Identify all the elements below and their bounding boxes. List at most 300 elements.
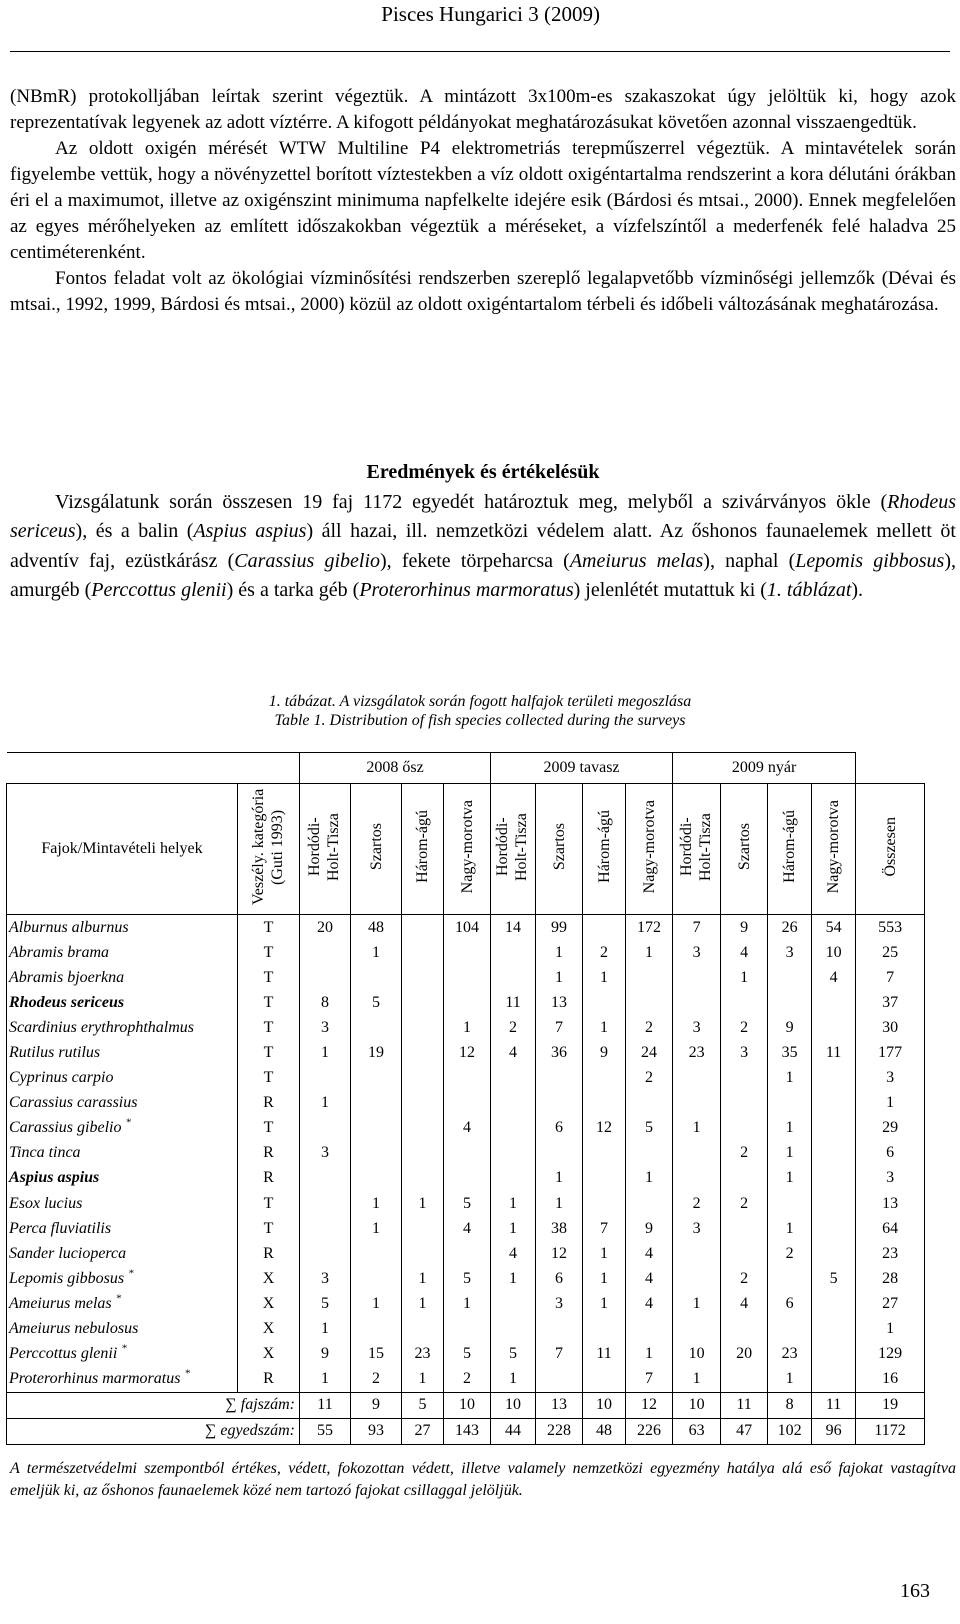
summary-cell: 96 <box>812 1418 856 1444</box>
count-cell: 3 <box>721 1040 768 1065</box>
table-row <box>7 1241 925 1266</box>
total-header-cell <box>856 784 925 915</box>
category-cell: R <box>238 1367 300 1393</box>
count-cell <box>444 1066 491 1091</box>
count-cell: 5 <box>626 1116 673 1141</box>
count-cell: 1 <box>300 1317 351 1342</box>
summary-cell: 226 <box>626 1418 673 1444</box>
category-cell: T <box>238 1040 300 1065</box>
site-header-cell <box>768 784 812 915</box>
count-cell <box>351 1241 402 1266</box>
summary-cell: 11 <box>812 1392 856 1418</box>
summary-cell: 13 <box>536 1392 583 1418</box>
count-cell <box>583 1091 626 1116</box>
site-header-szartos: Szartos <box>367 822 385 871</box>
count-cell: 4 <box>491 1241 536 1266</box>
count-cell <box>673 1317 721 1342</box>
count-cell: 1 <box>351 1191 402 1216</box>
total-cell: 64 <box>856 1216 925 1241</box>
species-name-cell <box>7 1141 238 1166</box>
category-cell: X <box>238 1317 300 1342</box>
fish-species-table <box>6 752 925 1445</box>
species-name-cell <box>7 1116 238 1141</box>
count-cell: 2 <box>673 1191 721 1216</box>
count-cell: 172 <box>626 915 673 941</box>
count-cell <box>444 1317 491 1342</box>
total-blank <box>856 753 925 784</box>
table-row <box>7 1191 925 1216</box>
count-cell: 1 <box>402 1191 444 1216</box>
count-cell <box>673 1141 721 1166</box>
count-cell: 4 <box>444 1216 491 1241</box>
count-cell: 9 <box>583 1040 626 1065</box>
species-name: Aspius aspius <box>9 1169 100 1187</box>
count-cell: 1 <box>768 1367 812 1393</box>
site-header-nagymorotva: Nagy-morotva <box>458 799 476 894</box>
count-cell: 1 <box>768 1141 812 1166</box>
count-cell <box>812 1116 856 1141</box>
table-row <box>7 1291 925 1316</box>
count-cell <box>402 1216 444 1241</box>
methods-text <box>10 84 956 318</box>
count-cell <box>583 1367 626 1393</box>
site-header-cell <box>491 784 536 915</box>
count-cell <box>351 965 402 990</box>
table-row <box>7 1116 925 1141</box>
count-cell <box>812 1291 856 1316</box>
count-cell <box>721 1317 768 1342</box>
count-cell <box>536 1091 583 1116</box>
results-text-3: ) áll hazai, ill. nemzetközi védelem alatt. Az őshonos faunaelemek mellett öt adventív faj, ezüstkárász ( <box>10 520 956 572</box>
count-cell <box>491 1091 536 1116</box>
results-paragraph <box>10 488 956 606</box>
species-name: Perca fluviatilis <box>9 1219 112 1237</box>
total-cell: 177 <box>856 1040 925 1065</box>
count-cell <box>536 1066 583 1091</box>
count-cell: 1 <box>444 1015 491 1040</box>
total-cell: 13 <box>856 1191 925 1216</box>
table-row <box>7 1040 925 1065</box>
count-cell <box>300 940 351 965</box>
results-text-7: ) és a tarka géb ( <box>226 579 360 602</box>
table-caption-en: Table 1. Distribution of fish species collected during the surveys <box>274 712 686 729</box>
species-name-cell <box>7 1367 238 1393</box>
table-row <box>7 1066 925 1091</box>
species-name: Cyprinus carpio <box>9 1069 114 1087</box>
summary-label: ∑ fajszám: <box>7 1392 300 1418</box>
results-text-5: ), naphal ( <box>703 549 796 572</box>
count-cell <box>768 990 812 1015</box>
summary-cell: 27 <box>402 1418 444 1444</box>
period-header-row <box>7 753 925 784</box>
species-name: Alburnus alburnus <box>9 918 129 936</box>
count-cell: 1 <box>351 1216 402 1241</box>
count-cell <box>626 1091 673 1116</box>
count-cell: 7 <box>536 1342 583 1367</box>
count-cell: 3 <box>673 940 721 965</box>
total-cell: 29 <box>856 1116 925 1141</box>
count-cell: 1 <box>491 1266 536 1291</box>
count-cell: 4 <box>721 940 768 965</box>
site-header-nagymorotva: Nagy-morotva <box>825 799 843 894</box>
count-cell: 7 <box>536 1015 583 1040</box>
species-name-cell <box>7 1216 238 1241</box>
count-cell: 1 <box>673 1116 721 1141</box>
category-cell: T <box>238 1015 300 1040</box>
category-cell: T <box>238 915 300 941</box>
count-cell <box>402 940 444 965</box>
count-cell <box>721 990 768 1015</box>
total-header: Összesen <box>881 816 899 877</box>
table-row <box>7 1091 925 1116</box>
count-cell: 7 <box>626 1367 673 1393</box>
category-cell: X <box>238 1342 300 1367</box>
count-cell <box>721 1166 768 1191</box>
count-cell <box>626 990 673 1015</box>
paragraph-2: Az oldott oxigén mérését WTW Multiline P4 elektrometriás terepműszerrel végeztük. A mintavételek során figyelembe vettük, hogy a növényzettel borított víztestekben a víz oldott oxigéntartalma rendszerint a kora délutáni órákban éri el a maximumot, illetve az oxigénszint minimuma napfelkelte idejére esik (Bárdosi és mtsai., 2000). Ennek megfelelően az egyes mérőhelyeken az említett időszakokban végeztük a méréseket, a vízfelszíntől a mederfenék felé haladva 25 centiméterenként. <box>10 138 956 263</box>
count-cell: 4 <box>444 1116 491 1141</box>
summary-cell: 10 <box>491 1392 536 1418</box>
count-cell <box>721 1066 768 1091</box>
results-text <box>10 488 956 606</box>
count-cell <box>626 965 673 990</box>
total-cell: 3 <box>856 1166 925 1191</box>
non-native-marker: * <box>184 1367 190 1380</box>
count-cell: 1 <box>768 1116 812 1141</box>
site-header-cell <box>536 784 583 915</box>
count-cell: 2 <box>444 1367 491 1393</box>
count-cell <box>402 1040 444 1065</box>
count-cell: 1 <box>536 940 583 965</box>
count-cell <box>402 915 444 941</box>
summary-row <box>7 1418 925 1444</box>
count-cell: 4 <box>491 1040 536 1065</box>
summary-cell: 10 <box>444 1392 491 1418</box>
count-cell: 1 <box>491 1216 536 1241</box>
count-cell <box>721 1116 768 1141</box>
count-cell: 2 <box>721 1266 768 1291</box>
count-cell <box>402 1166 444 1191</box>
table-row <box>7 1367 925 1393</box>
corner-blank <box>7 753 300 784</box>
count-cell <box>583 1066 626 1091</box>
count-cell <box>768 1091 812 1116</box>
count-cell <box>673 1166 721 1191</box>
count-cell: 1 <box>583 1266 626 1291</box>
count-cell <box>491 940 536 965</box>
count-cell <box>583 1141 626 1166</box>
species-name-cell <box>7 1266 238 1291</box>
summary-cell: 10 <box>673 1392 721 1418</box>
count-cell <box>812 1141 856 1166</box>
species-name: Perccottus glenii <box>9 1345 118 1363</box>
count-cell <box>491 965 536 990</box>
count-cell <box>491 1116 536 1141</box>
species-name-cell <box>7 1317 238 1342</box>
non-native-marker: * <box>125 1116 131 1129</box>
count-cell: 4 <box>626 1241 673 1266</box>
count-cell: 14 <box>491 915 536 941</box>
page-number: 163 <box>900 1580 930 1602</box>
count-cell <box>583 990 626 1015</box>
count-cell <box>300 1241 351 1266</box>
count-cell <box>444 1166 491 1191</box>
count-cell: 26 <box>768 915 812 941</box>
count-cell: 23 <box>673 1040 721 1065</box>
species-name: Ameiurus melas <box>9 1294 112 1312</box>
count-cell <box>721 1241 768 1266</box>
total-cell: 3 <box>856 1066 925 1091</box>
count-cell <box>351 1066 402 1091</box>
site-header-hordodi: Hordódi-Holt-Tisza <box>677 812 714 881</box>
summary-cell: 143 <box>444 1418 491 1444</box>
count-cell: 4 <box>812 965 856 990</box>
category-header: Veszély. kategória (Guti 1993) <box>249 788 286 905</box>
count-cell: 3 <box>300 1015 351 1040</box>
table-row <box>7 1141 925 1166</box>
species-name-cell <box>7 1166 238 1191</box>
count-cell: 6 <box>536 1116 583 1141</box>
summary-cell: 47 <box>721 1418 768 1444</box>
count-cell <box>812 1342 856 1367</box>
species-name-cell <box>7 1015 238 1040</box>
count-cell <box>626 1191 673 1216</box>
count-cell: 5 <box>444 1266 491 1291</box>
count-cell: 5 <box>444 1191 491 1216</box>
summary-cell: 12 <box>626 1392 673 1418</box>
count-cell: 3 <box>300 1266 351 1291</box>
count-cell: 3 <box>673 1216 721 1241</box>
species-name: Abramis bjoerkna <box>9 968 125 986</box>
count-cell: 7 <box>583 1216 626 1241</box>
count-cell <box>300 1066 351 1091</box>
species-name: Sander lucioperca <box>9 1244 127 1262</box>
count-cell <box>300 1216 351 1241</box>
species-lepomis: Lepomis gibbosus <box>795 549 945 572</box>
site-header-szartos: Szartos <box>735 822 753 871</box>
species-header: Fajok/Mintavételi helyek <box>7 784 238 915</box>
summary-row <box>7 1392 925 1418</box>
category-cell: T <box>238 1216 300 1241</box>
site-header-cell <box>351 784 402 915</box>
count-cell <box>536 1141 583 1166</box>
species-name: Carassius carassius <box>9 1094 138 1112</box>
count-cell: 2 <box>721 1015 768 1040</box>
species-name: Carassius gibelio <box>9 1119 122 1137</box>
count-cell <box>768 1191 812 1216</box>
count-cell <box>402 1116 444 1141</box>
count-cell <box>444 1141 491 1166</box>
species-name-cell <box>7 1342 238 1367</box>
summary-cell: 11 <box>300 1392 351 1418</box>
count-cell: 9 <box>626 1216 673 1241</box>
species-name: Abramis brama <box>9 943 110 961</box>
summary-total: 1172 <box>856 1418 925 1444</box>
total-cell: 28 <box>856 1266 925 1291</box>
count-cell: 20 <box>300 915 351 941</box>
count-cell: 1 <box>768 1216 812 1241</box>
count-cell <box>583 915 626 941</box>
count-cell: 10 <box>812 940 856 965</box>
count-cell <box>673 1091 721 1116</box>
count-cell: 12 <box>444 1040 491 1065</box>
site-header-cell <box>583 784 626 915</box>
count-cell <box>673 965 721 990</box>
category-cell: R <box>238 1141 300 1166</box>
paragraph-3: Fontos feladat volt az ökológiai vízminősítési rendszerben szereplő legalapvetőbb vízminőségi jellemzők (Dévai és mtsai., 1992, 1999, Bárdosi és mtsai., 2000) közül az oldott oxigéntartalom térbeli és időbeli változásának meghatározása. <box>10 268 956 315</box>
summary-total: 19 <box>856 1392 925 1418</box>
species-name-cell <box>7 965 238 990</box>
site-header-haromagu: Három-ágú <box>781 810 799 883</box>
count-cell: 104 <box>444 915 491 941</box>
count-cell: 9 <box>721 915 768 941</box>
count-cell <box>812 1367 856 1393</box>
site-header-nagymorotva: Nagy-morotva <box>640 799 658 894</box>
species-name: Tinca tinca <box>9 1144 81 1162</box>
count-cell <box>351 1116 402 1141</box>
count-cell <box>402 1015 444 1040</box>
count-cell <box>402 1091 444 1116</box>
count-cell: 4 <box>626 1266 673 1291</box>
summary-cell: 9 <box>351 1392 402 1418</box>
count-cell: 5 <box>812 1266 856 1291</box>
count-cell: 1 <box>491 1367 536 1393</box>
header-rule <box>10 51 950 52</box>
count-cell: 11 <box>812 1040 856 1065</box>
period-2008-autumn: 2008 ősz <box>300 753 491 784</box>
site-header-hordodi: Hordódi-Holt-Tisza <box>306 812 342 881</box>
results-text-2: ), és a balin ( <box>75 520 194 543</box>
count-cell <box>583 1166 626 1191</box>
count-cell: 1 <box>351 940 402 965</box>
count-cell: 1 <box>673 1291 721 1316</box>
table-footnote: A természetvédelmi szempontból értékes, védett, fokozottan védett, illetve valamely nemzetközi egyezmény hatálya alá eső fajokat vastagítva emeljük ki, az őshonos faunaelemek közé nem tartozó fajokat csillaggal jelöljük. <box>10 1460 956 1499</box>
paragraph-1: (NBmR) protokolljában leírtak szerint végeztük. A mintázott 3x100m-es szakaszokat úgy jelöltük ki, hogy azok reprezentatívak legyenek az adott víztérre. A kifogott példányokat meghatározásukat követően azonnal visszaengedtük. <box>10 86 956 133</box>
count-cell <box>444 965 491 990</box>
count-cell: 15 <box>351 1342 402 1367</box>
count-cell <box>402 1241 444 1266</box>
non-native-marker: * <box>115 1292 122 1305</box>
table-row <box>7 1317 925 1342</box>
total-cell: 37 <box>856 990 925 1015</box>
summary-cell: 44 <box>491 1418 536 1444</box>
count-cell: 1 <box>583 1241 626 1266</box>
count-cell <box>536 1317 583 1342</box>
total-cell: 27 <box>856 1291 925 1316</box>
count-cell <box>402 1141 444 1166</box>
count-cell: 23 <box>768 1342 812 1367</box>
count-cell: 1 <box>768 1066 812 1091</box>
non-native-marker: * <box>128 1267 134 1280</box>
count-cell <box>768 1317 812 1342</box>
count-cell <box>351 1166 402 1191</box>
category-header-cell <box>238 784 300 915</box>
count-cell <box>351 1015 402 1040</box>
count-cell <box>626 1317 673 1342</box>
count-cell <box>673 1266 721 1291</box>
table-row <box>7 990 925 1015</box>
count-cell: 10 <box>673 1342 721 1367</box>
count-cell: 23 <box>402 1342 444 1367</box>
category-cell: X <box>238 1266 300 1291</box>
count-cell <box>812 1241 856 1266</box>
count-cell: 38 <box>536 1216 583 1241</box>
count-cell <box>351 1266 402 1291</box>
category-cell: R <box>238 1241 300 1266</box>
count-cell: 1 <box>300 1367 351 1393</box>
count-cell <box>351 1317 402 1342</box>
site-header-haromagu: Három-ágú <box>414 810 431 883</box>
count-cell: 1 <box>300 1040 351 1065</box>
period-2009-summer: 2009 nyár <box>673 753 856 784</box>
site-header-cell <box>626 784 673 915</box>
count-cell <box>491 1166 536 1191</box>
running-title: Pisces Hungarici 3 (2009) <box>381 2 600 26</box>
count-cell: 35 <box>768 1040 812 1065</box>
count-cell: 2 <box>721 1141 768 1166</box>
count-cell <box>768 965 812 990</box>
total-cell: 553 <box>856 915 925 941</box>
species-name-cell <box>7 940 238 965</box>
species-name: Proterorhinus marmoratus <box>9 1370 181 1388</box>
count-cell: 5 <box>300 1291 351 1316</box>
count-cell: 2 <box>491 1015 536 1040</box>
count-cell <box>812 1191 856 1216</box>
count-cell <box>444 940 491 965</box>
count-cell: 3 <box>673 1015 721 1040</box>
count-cell: 24 <box>626 1040 673 1065</box>
species-name-cell <box>7 1066 238 1091</box>
species-name-cell <box>7 990 238 1015</box>
species-name: Esox lucius <box>9 1194 83 1212</box>
site-header-haromagu: Három-ágú <box>595 810 613 883</box>
non-native-marker: * <box>121 1342 127 1355</box>
count-cell: 3 <box>768 940 812 965</box>
species-name-cell <box>7 1291 238 1316</box>
count-cell <box>402 965 444 990</box>
total-cell: 1 <box>856 1317 925 1342</box>
count-cell: 6 <box>768 1291 812 1316</box>
count-cell <box>673 990 721 1015</box>
count-cell <box>583 1191 626 1216</box>
count-cell: 1 <box>626 940 673 965</box>
table-row <box>7 1342 925 1367</box>
total-cell: 129 <box>856 1342 925 1367</box>
count-cell: 1 <box>583 965 626 990</box>
category-cell: T <box>238 1116 300 1141</box>
count-cell <box>721 1091 768 1116</box>
site-header-cell <box>300 784 351 915</box>
count-cell: 99 <box>536 915 583 941</box>
section-title: Eredmények és értékelésük <box>366 461 600 483</box>
count-cell: 1 <box>721 965 768 990</box>
count-cell <box>300 1166 351 1191</box>
species-name-cell <box>7 1040 238 1065</box>
count-cell: 2 <box>583 940 626 965</box>
column-header-row <box>7 784 925 915</box>
summary-cell: 5 <box>402 1392 444 1418</box>
table-row <box>7 965 925 990</box>
table-row <box>7 1216 925 1241</box>
count-cell: 1 <box>444 1291 491 1316</box>
count-cell: 12 <box>583 1116 626 1141</box>
count-cell: 3 <box>300 1141 351 1166</box>
site-header-cell <box>444 784 491 915</box>
species-aspius: Aspius aspius <box>193 520 307 543</box>
count-cell: 1 <box>626 1166 673 1191</box>
summary-cell: 11 <box>721 1392 768 1418</box>
summary-cell: 10 <box>583 1392 626 1418</box>
